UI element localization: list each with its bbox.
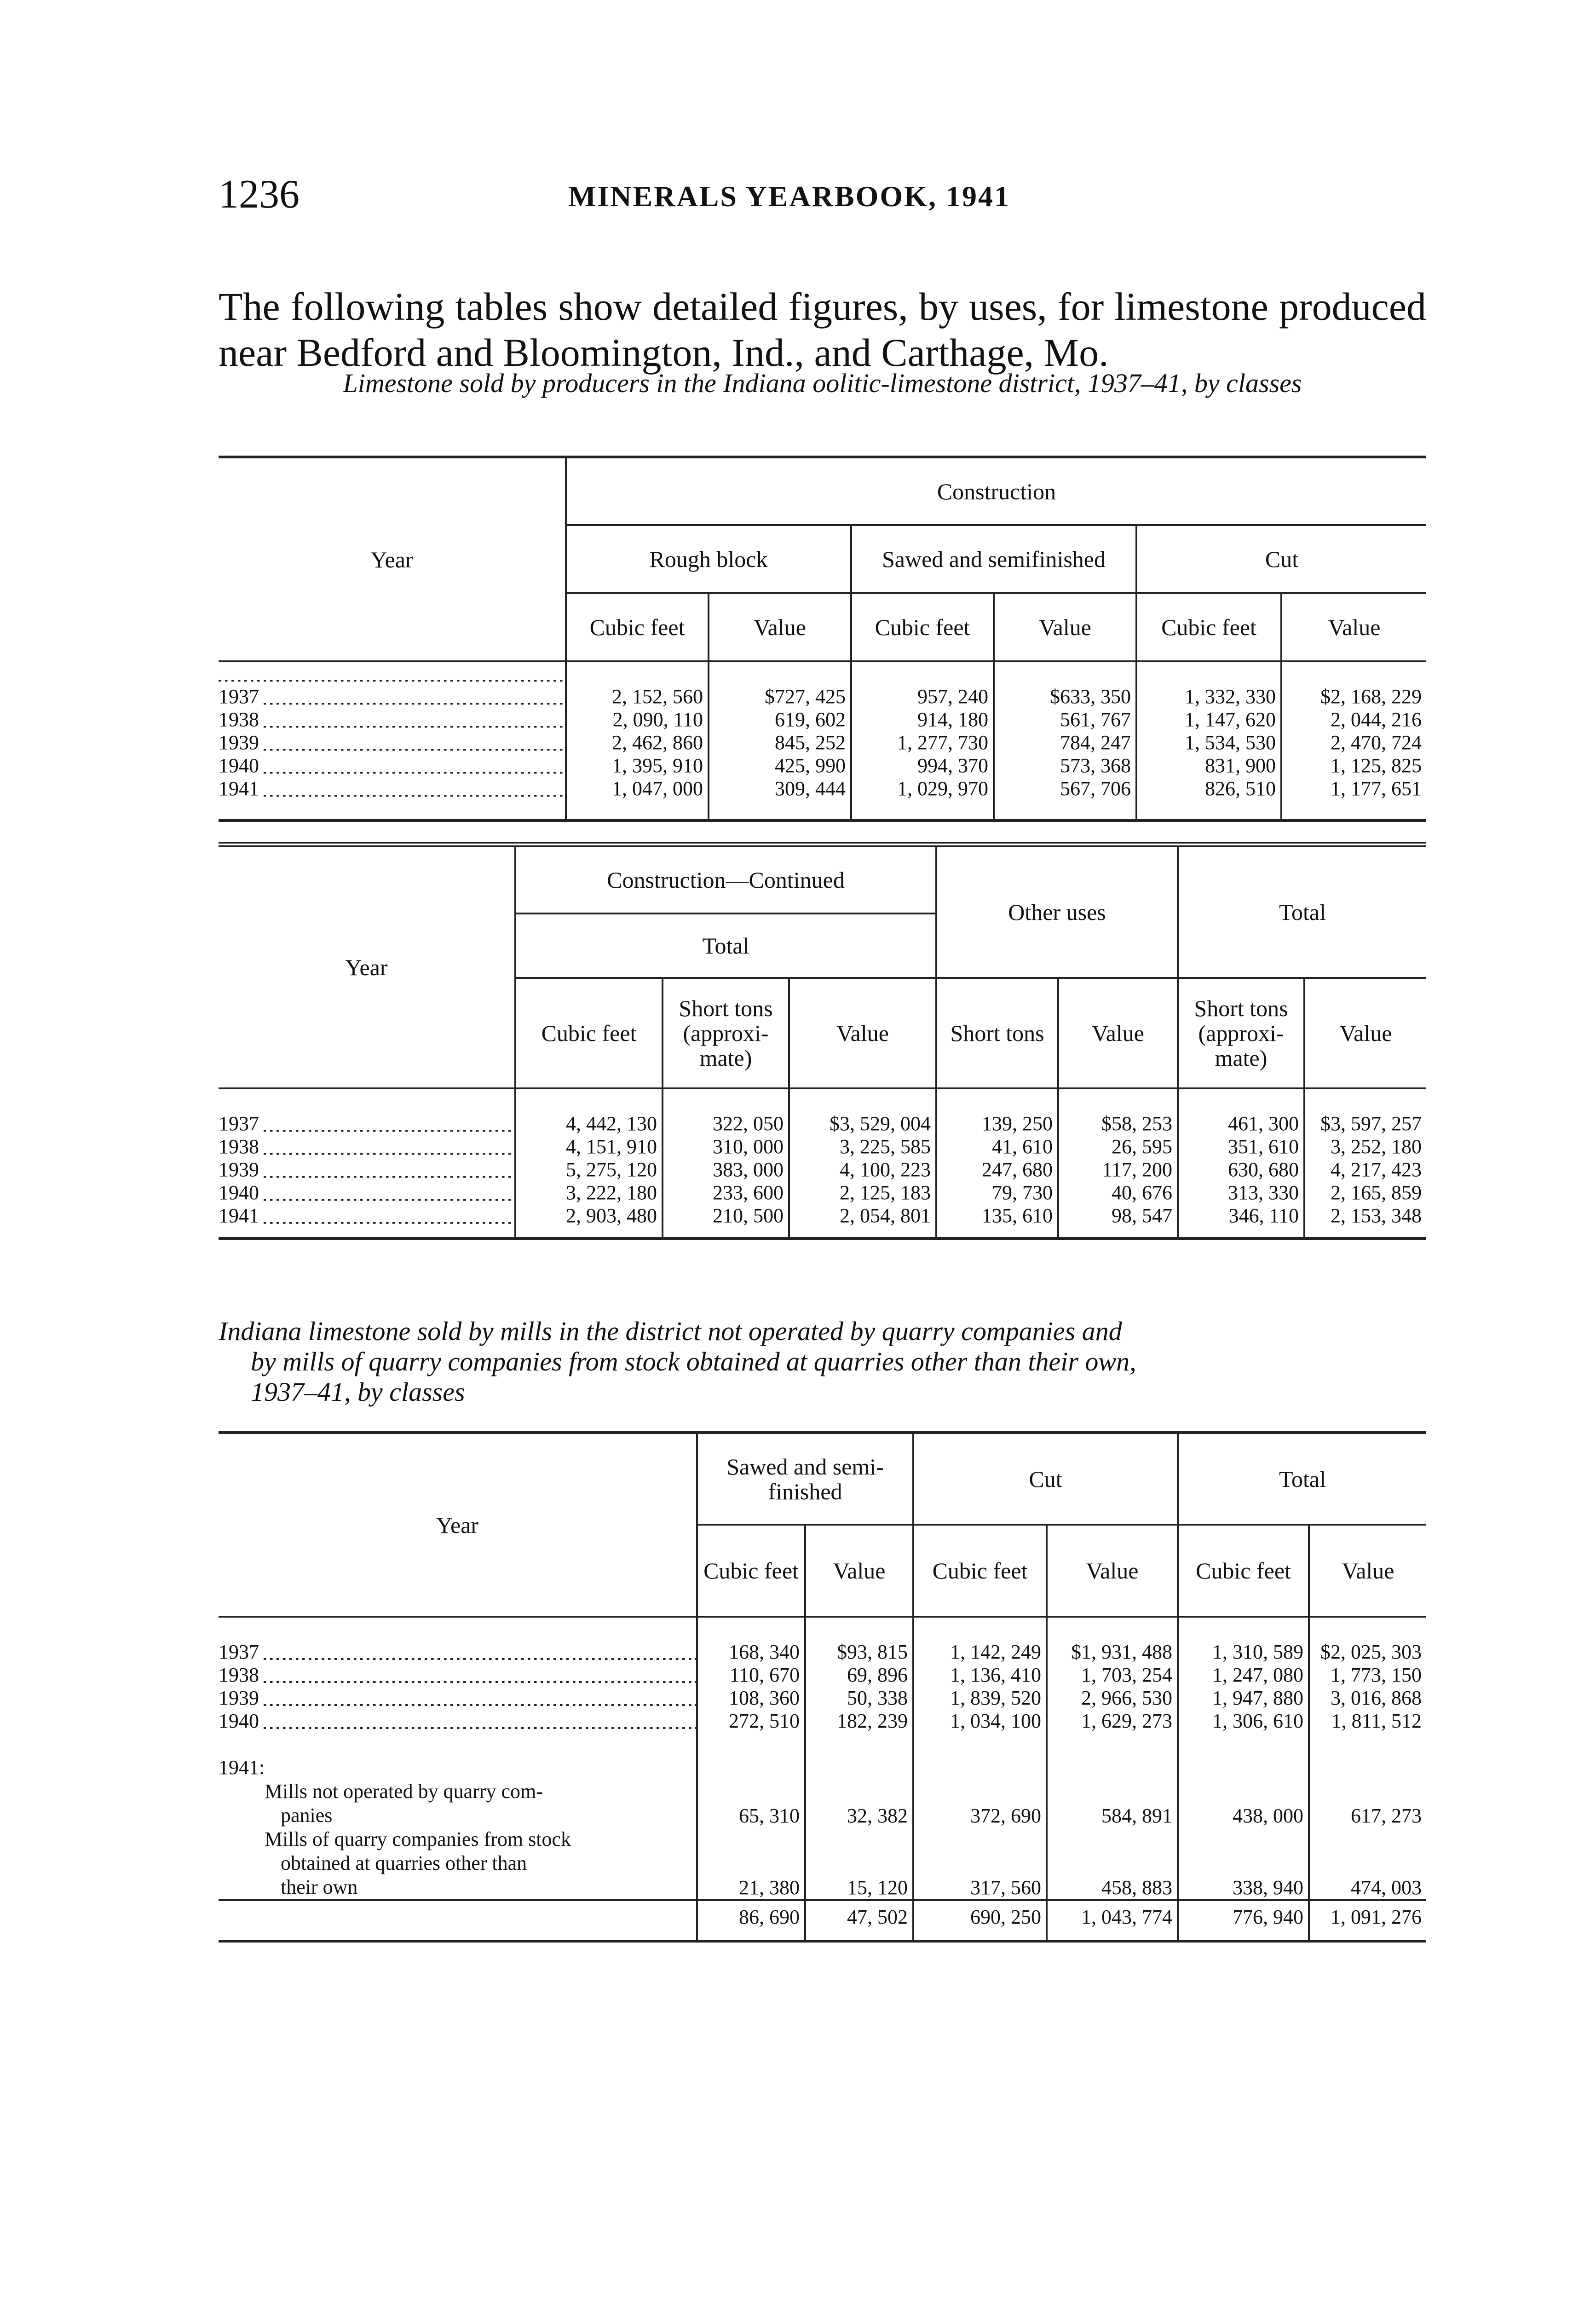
col-short-tons-approx: Short tons (approxi-mate) bbox=[663, 978, 789, 1088]
group-header-construction-continued: Construction—Continued bbox=[515, 844, 936, 913]
table-row: 1937 4, 442, 130 322, 050 $3, 529, 004 139, 250 $58, 253 461, 300 $3, 597, 257 bbox=[219, 1112, 1426, 1135]
col-value: Value bbox=[994, 593, 1136, 661]
col-value: Value bbox=[1047, 1525, 1178, 1617]
journal-title: MINERALS YEARBOOK, 1941 bbox=[568, 180, 1010, 213]
col-cubic-feet: Cubic feet bbox=[913, 1525, 1047, 1617]
subgroup-sawed: Sawed and semi-finished bbox=[697, 1433, 913, 1525]
table-row: 1937 168, 340 $93, 815 1, 142, 249 $1, 931, 488 1, 310, 589 $2, 025, 303 bbox=[219, 1641, 1426, 1664]
subgroup-rough-block: Rough block bbox=[566, 525, 851, 593]
subgroup-cut: Cut bbox=[913, 1433, 1178, 1525]
col-cubic-feet: Cubic feet bbox=[566, 593, 709, 661]
page-number: 1236 bbox=[219, 172, 300, 217]
col-value: Value bbox=[789, 978, 936, 1088]
table-row: 1938 4, 151, 910 310, 000 3, 225, 585 41, 610 26, 595 351, 610 3, 252, 180 bbox=[219, 1135, 1426, 1158]
col-cubic-feet: Cubic feet bbox=[1136, 593, 1281, 661]
table-row: 1941: Mills not operated by quarry com- panies 65, 310 32, 382 372, 690 584, 891 438, 000 617, 273 bbox=[219, 1756, 1426, 1827]
col-value: Value bbox=[1304, 978, 1426, 1088]
subgroup-total: Total bbox=[515, 913, 936, 978]
table-row: 1939 5, 275, 120 383, 000 4, 100, 223 247, 680 117, 200 630, 680 4, 217, 423 bbox=[219, 1158, 1426, 1181]
table-row: 1940 1, 395, 910 425, 990 994, 370 573, 368 831, 900 1, 125, 825 bbox=[219, 754, 1426, 777]
col-value: Value bbox=[1058, 978, 1178, 1088]
table-row: 1937 2, 152, 560 $727, 425 957, 240 $633, 350 1, 332, 330 $2, 168, 229 bbox=[219, 685, 1426, 708]
col-short-tons: Short tons bbox=[936, 978, 1058, 1088]
subgroup-cut: Cut bbox=[1136, 525, 1426, 593]
table-row: 1939 108, 360 50, 338 1, 839, 520 2, 966, 530 1, 947, 880 3, 016, 868 bbox=[219, 1687, 1426, 1710]
intro-paragraph: The following tables show detailed figures, by uses, for limestone produced near Bedford and Bloomington, Ind., and Carthage, Mo. bbox=[219, 284, 1426, 375]
group-header-total: Total bbox=[1178, 844, 1426, 978]
col-value: Value bbox=[1309, 1525, 1426, 1617]
col-cubic-feet: Cubic feet bbox=[515, 978, 663, 1088]
col-cubic-feet: Cubic feet bbox=[1178, 1525, 1309, 1617]
running-header bbox=[219, 171, 1426, 222]
table-row: 1941 1, 047, 000 309, 444 1, 029, 970 567, 706 826, 510 1, 177, 651 bbox=[219, 777, 1426, 800]
table3-caption: Indiana limestone sold by mills in the district not operated by quarry companies and by mills of quarry companies from stock obtained at quarries other than their own, 1937–41, by classes bbox=[219, 1316, 1136, 1407]
group-header-construction: Construction bbox=[566, 457, 1426, 525]
col-cubic-feet: Cubic feet bbox=[851, 593, 994, 661]
table-row: 1940 272, 510 182, 239 1, 034, 100 1, 629, 273 1, 306, 610 1, 811, 512 bbox=[219, 1710, 1426, 1733]
year-header: Year bbox=[219, 457, 566, 661]
table-1 bbox=[219, 456, 1426, 822]
table-row: 1939 2, 462, 860 845, 252 1, 277, 730 784, 247 1, 534, 530 2, 470, 724 bbox=[219, 731, 1426, 754]
subgroup-total: Total bbox=[1178, 1433, 1426, 1525]
col-cubic-feet: Cubic feet bbox=[697, 1525, 805, 1617]
table-row: 1938 110, 670 69, 896 1, 136, 410 1, 703, 254 1, 247, 080 1, 773, 150 bbox=[219, 1664, 1426, 1687]
table-row: 1938 2, 090, 110 619, 602 914, 180 561, 767 1, 147, 620 2, 044, 216 bbox=[219, 708, 1426, 731]
table-row: Mills of quarry companies from stock obtained at quarries other than their own 21, 380 15, 120 317, 560 458, 883 338, 940 474, 003 bbox=[219, 1827, 1426, 1900]
table-2 bbox=[219, 842, 1426, 1240]
group-header-other-uses: Other uses bbox=[936, 844, 1178, 978]
col-value: Value bbox=[805, 1525, 913, 1617]
subgroup-sawed: Sawed and semifinished bbox=[851, 525, 1136, 593]
year-header: Year bbox=[219, 1433, 697, 1617]
table-3 bbox=[219, 1431, 1426, 1943]
table-row-total: 86, 690 47, 502 690, 250 1, 043, 774 776, 940 1, 091, 276 bbox=[219, 1900, 1426, 1941]
col-value: Value bbox=[1281, 593, 1426, 661]
year-header: Year bbox=[219, 844, 515, 1088]
col-short-tons-approx: Short tons (approxi-mate) bbox=[1178, 978, 1304, 1088]
table-row: 1940 3, 222, 180 233, 600 2, 125, 183 79, 730 40, 676 313, 330 2, 165, 859 bbox=[219, 1181, 1426, 1204]
col-value: Value bbox=[709, 593, 851, 661]
table1-caption: Limestone sold by producers in the Indiana oolitic-limestone district, 1937–41, by classes bbox=[343, 368, 1302, 398]
table-row: 1941 2, 903, 480 210, 500 2, 054, 801 135, 610 98, 547 346, 110 2, 153, 348 bbox=[219, 1204, 1426, 1227]
